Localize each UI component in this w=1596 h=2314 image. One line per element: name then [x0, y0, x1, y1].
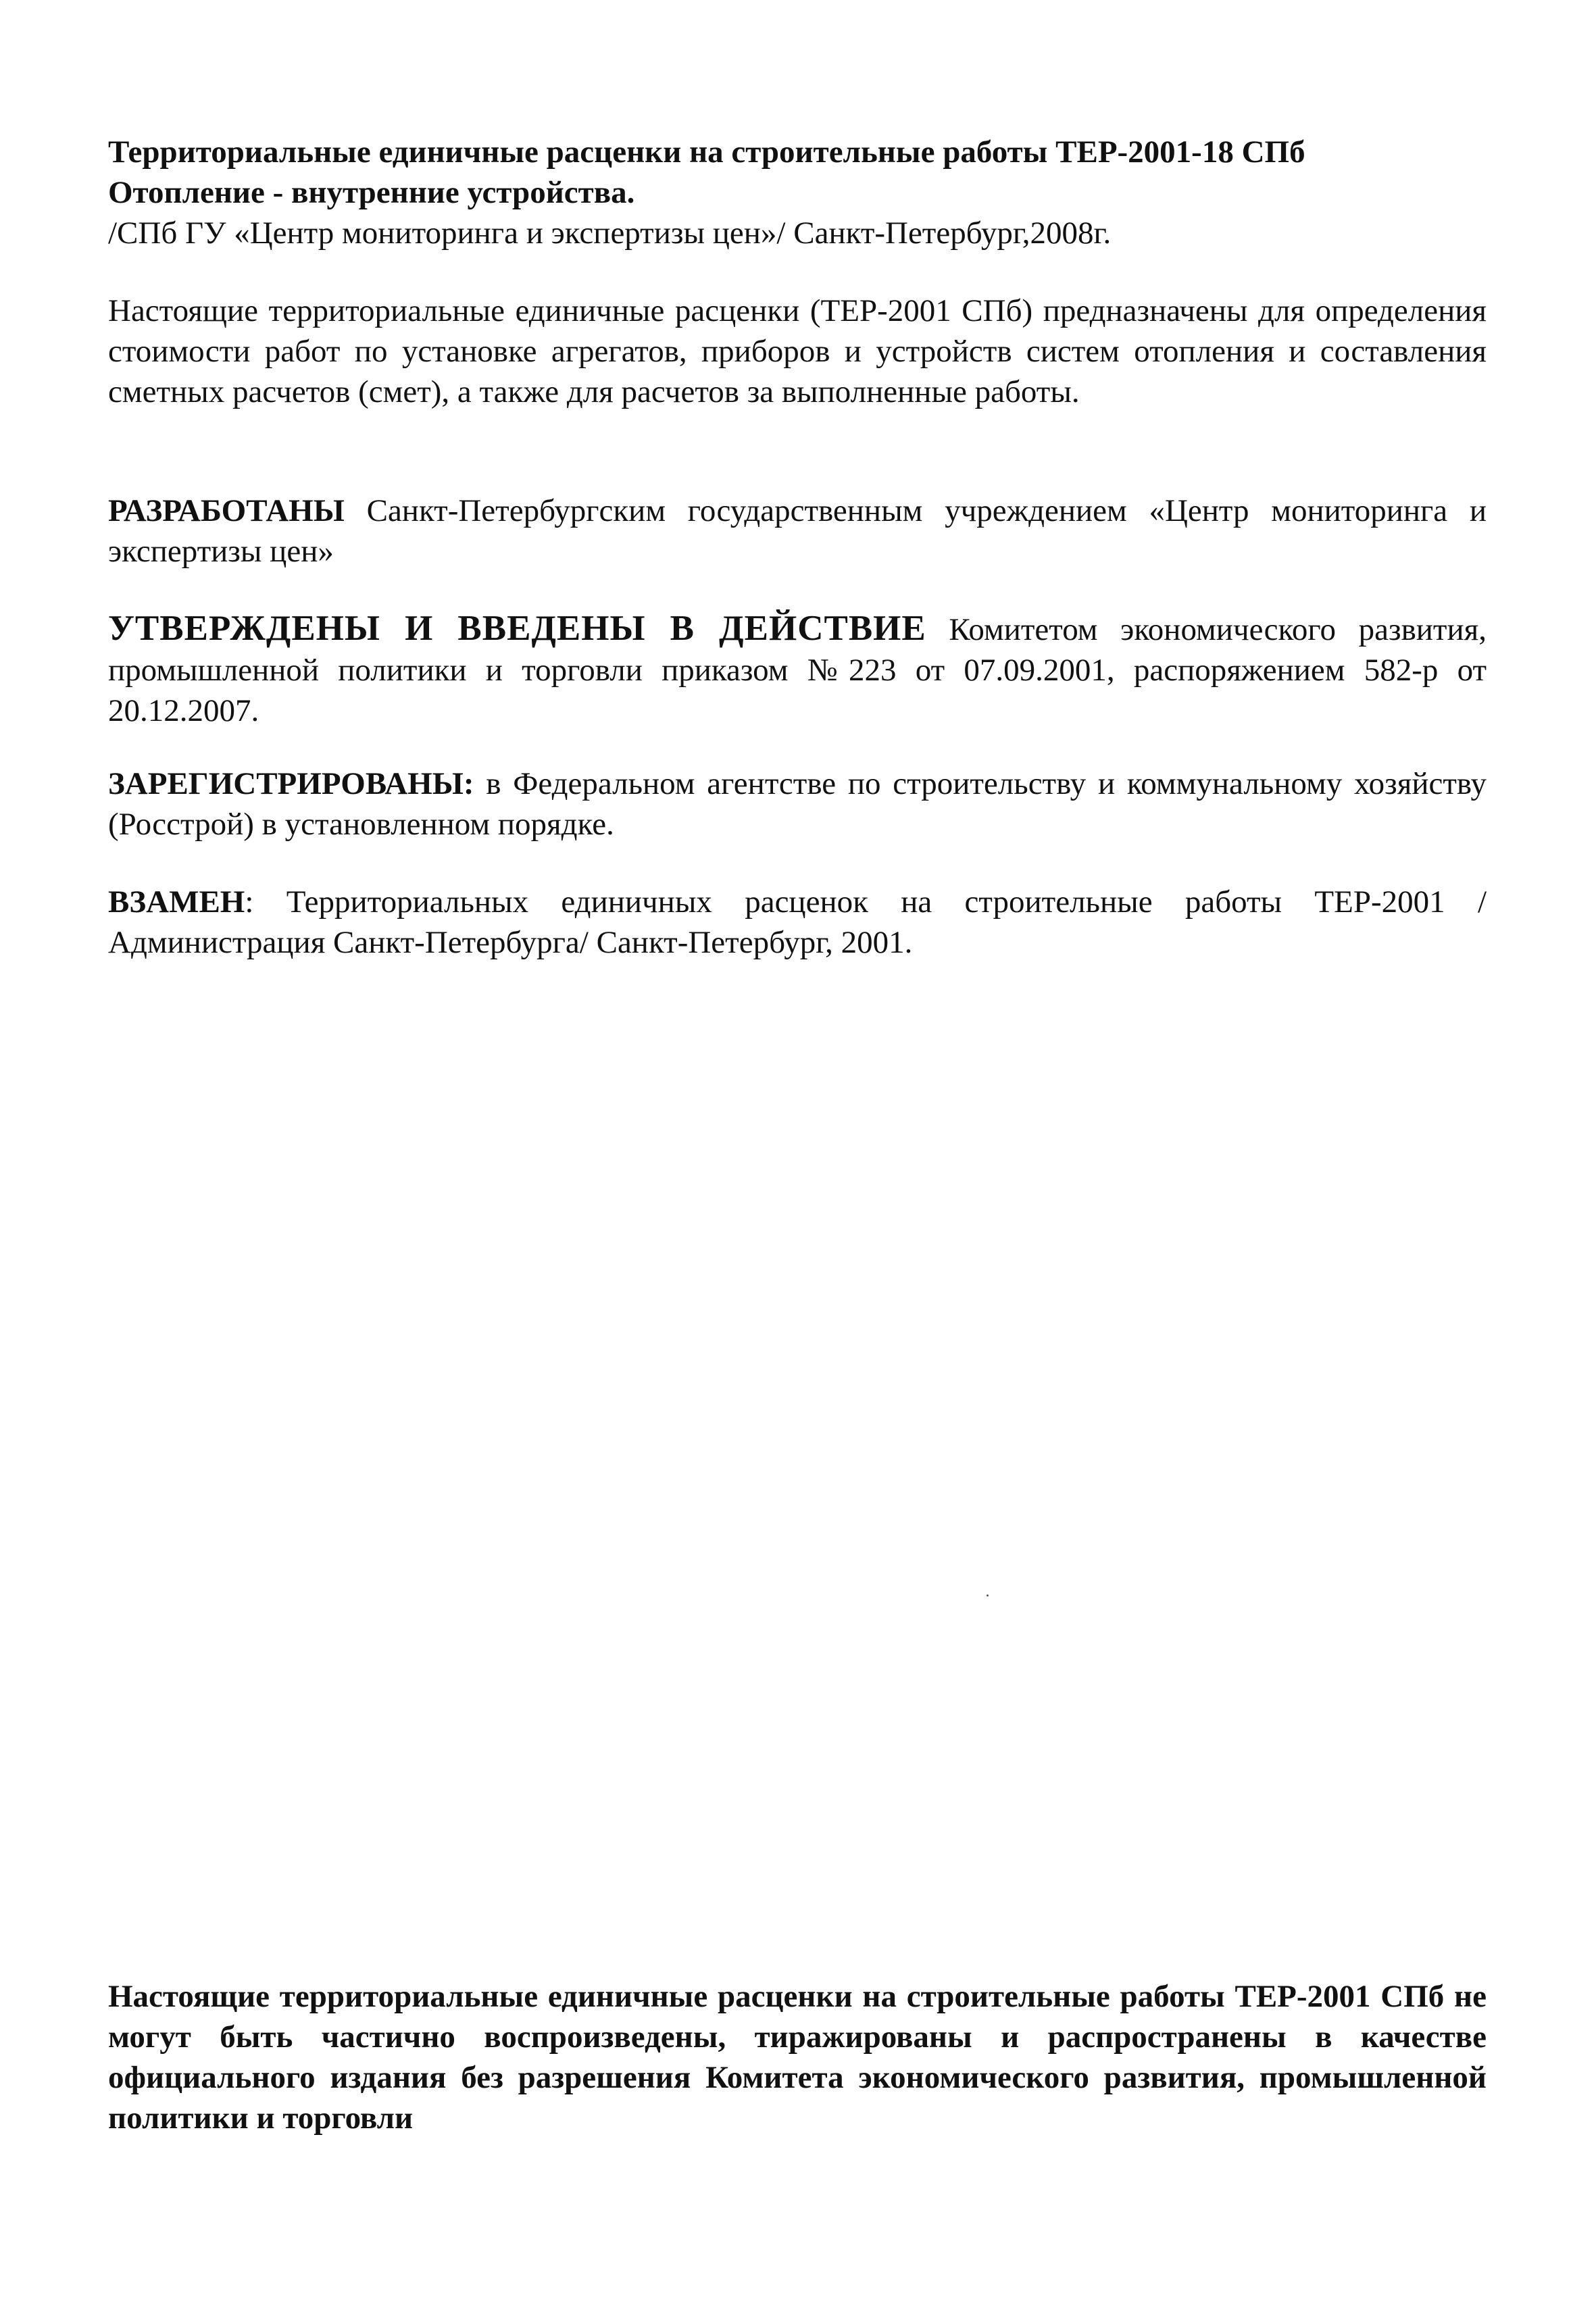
approved-paragraph [108, 608, 1487, 731]
source-line: /СПб ГУ «Центр мониторинга и экспертизы цен»/ Санкт-Петербург,2008г. [108, 216, 1112, 251]
developed-paragraph [108, 491, 1487, 572]
footer-notice: Настоящие территориальные единичные расценки на строительные работы ТЕР-2001 СПб не могут быть частично воспроизведены, тиражированы и распространены в качестве официального издания без разрешения Комитета экономического развития, промышленной политики и торговли [108, 1979, 1487, 2136]
scan-speck [987, 1594, 989, 1596]
replaces-paragraph [108, 882, 1487, 963]
document-title: Территориальные единичные расценки на строительные работы ТЕР-2001-18 СПб [108, 134, 1305, 170]
approved-label: УТВЕРЖДЕНЫ И ВВЕДЕНЫ В ДЕЙСТВИЕ [108, 609, 926, 648]
document-subtitle: Отопление - внутренние устройства. [108, 175, 635, 210]
registered-text: в Федеральном агентстве по строительству и коммунальному хозяйству (Росстрой) в установленном порядке. [108, 766, 1487, 842]
replaces-text: : Территориальных единичных расценок на строительные работы ТЕР-2001 /Администрация Санкт-Петербурга/ Санкт-Петербург, 2001. [108, 884, 1487, 960]
approved-text: Комитетом экономического развития, промышленной политики и торговли приказом №223 от 07.09.2001, распоряжением 582-р от 20.12.2007. [108, 612, 1487, 728]
document-header [108, 132, 1487, 253]
developed-text: Санкт-Петербургским государственным учреждением «Центр мониторинга и экспертизы цен» [108, 493, 1487, 569]
replaces-label: ВЗАМЕН [108, 884, 245, 920]
intro-paragraph: Настоящие территориальные единичные расценки (ТЕР-2001 СПб) предназначены для определения стоимости работ по установке агрегатов, приборов и устройств систем отопления и составления сметных расчетов (смет), а также для расчетов за выполненные работы. [108, 293, 1487, 409]
registered-label: ЗАРЕГИСТРИРОВАНЫ: [108, 766, 474, 801]
developed-label: РАЗРАБОТАНЫ [108, 493, 345, 528]
registered-paragraph [108, 763, 1487, 845]
